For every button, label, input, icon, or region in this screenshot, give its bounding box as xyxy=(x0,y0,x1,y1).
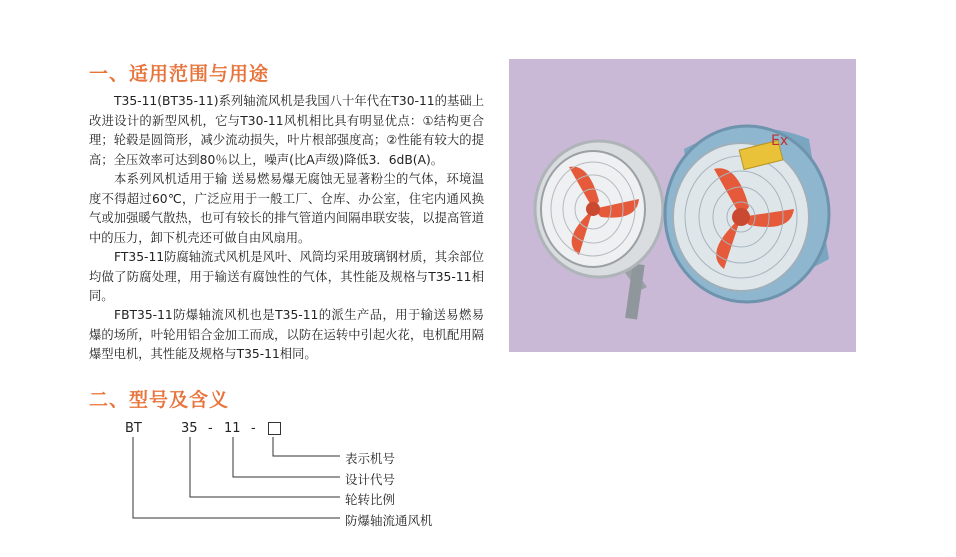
paragraph-fbt: FBT35-11防爆轴流风机也是T35-11的派生产品，用于输送易燃易爆的场所，叶轮用铝合金加工而成，以防在运转中引起火花，电机配用隔爆型电机，其性能及规格与T35-11相同。 xyxy=(89,308,484,362)
code-prefix: BT xyxy=(125,421,142,436)
label-rotation-ratio: 轮转比例 xyxy=(345,492,396,507)
code-ratio: 35 xyxy=(181,421,198,436)
section1-title: 一、适用范围与用途 xyxy=(89,63,270,85)
code-dash-1: - xyxy=(208,421,213,436)
paragraph-usage: 本系列风机适用于输 送易燃易爆无腐蚀无显著粉尘的气体，环境温度不得超过60℃，广泛应用于一般工厂、仓库、办公室，住宅内通风换气或加强暖气散热，也可有较长的排气管道内间隔串联安装，以提高管道中的压力，卸下机壳还可做自由风扇用。 xyxy=(89,172,484,245)
paragraph-intro: T35-11(BT35-11)系列轴流风机是我国八十年代在T30-11的基础上改进设计的新型风机，它与T30-11风机相比具有明显优点：①结构更合理；轮毂是圆筒形，减少流动损失，叶片根部强度高；②性能有较大的提高；全压效率可达到80％以上，噪声(比A声级)降低3．6dB(A)。 xyxy=(89,94,484,167)
paragraph-ft: FT35-11防腐轴流式风机是风叶、风筒均采用玻璃钢材质，其余部位均做了防腐处理，用于输送有腐蚀性的气体，其性能及规格与T35-11相同。 xyxy=(89,250,484,304)
ex-plate-label: Ex xyxy=(771,133,789,149)
label-fan-type: 防爆轴流通风机 xyxy=(345,513,433,528)
code-dash-2: - xyxy=(251,421,256,436)
code-design: 11 xyxy=(224,421,241,436)
label-design-code: 设计代号 xyxy=(345,472,396,487)
label-machine-number: 表示机号 xyxy=(345,451,396,466)
section2-title: 二、型号及含义 xyxy=(89,389,230,411)
